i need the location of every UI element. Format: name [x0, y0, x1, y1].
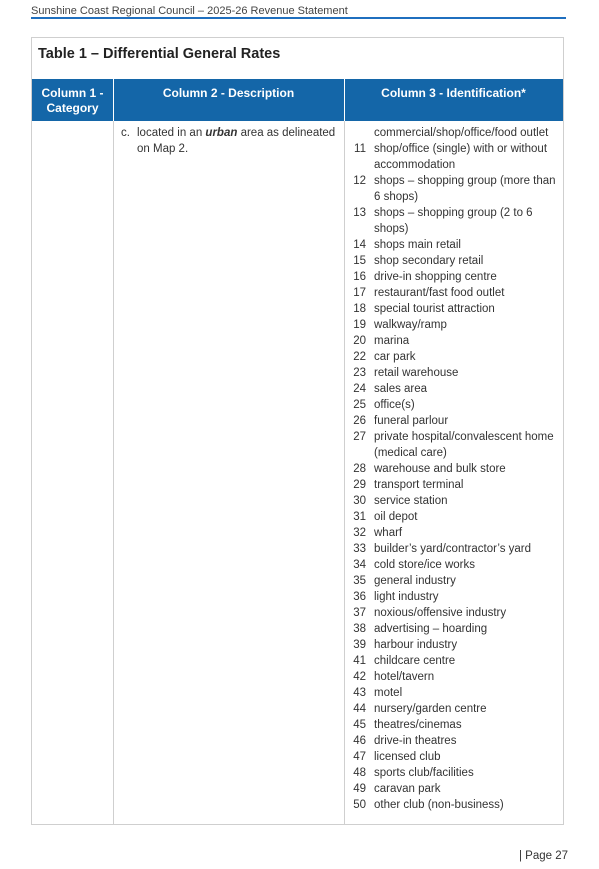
- identification-item: [346, 573, 562, 589]
- identification-number: 32: [353, 527, 366, 539]
- identification-number: 24: [353, 383, 366, 395]
- identification-item: [346, 173, 562, 205]
- column-3-header: Column 3 - Identification*: [381, 86, 526, 100]
- identification-text: general industry: [374, 575, 456, 587]
- identification-item: [346, 669, 562, 685]
- identification-item: [346, 269, 562, 285]
- identification-text: builder’s yard/contractor’s yard: [374, 543, 532, 555]
- identification-item: [346, 765, 562, 781]
- identification-text: shops – shopping group (more than 6 shops): [374, 175, 556, 203]
- identification-number: 38: [353, 623, 366, 635]
- identification-number: 41: [353, 655, 366, 667]
- identification-item: [346, 141, 562, 173]
- identification-text: harbour industry: [374, 639, 458, 651]
- identification-item: [346, 381, 562, 397]
- identification-number: 22: [353, 351, 366, 363]
- identification-text: funeral parlour: [374, 415, 449, 427]
- identification-number: 20: [353, 335, 366, 347]
- identification-item: [346, 637, 562, 653]
- identification-number: 42: [353, 671, 366, 683]
- table-title: Table 1 – Differential General Rates: [38, 46, 281, 62]
- identification-item: [346, 253, 562, 269]
- identification-number: 29: [353, 479, 366, 491]
- identification-item: [346, 301, 562, 317]
- identification-text: shops main retail: [374, 239, 461, 251]
- identification-number: 48: [353, 767, 366, 779]
- page-number: | Page 27: [519, 850, 569, 862]
- identification-text: hotel/tavern: [374, 671, 435, 683]
- identification-number: 13: [353, 207, 366, 219]
- identification-text: office(s): [374, 399, 415, 411]
- identification-text: car park: [374, 351, 416, 363]
- identification-text: sales area: [374, 383, 428, 395]
- identification-text: advertising – hoarding: [374, 623, 488, 635]
- identification-item: [346, 701, 562, 717]
- identification-text: warehouse and bulk store: [374, 463, 506, 475]
- column-divider: [344, 121, 345, 825]
- identification-item: [346, 205, 562, 237]
- identification-number: 50: [353, 799, 366, 811]
- identification-number: 18: [353, 303, 366, 315]
- identification-text: nursery/garden centre: [374, 703, 487, 715]
- identification-number: 12: [353, 175, 366, 187]
- identification-number: 35: [353, 575, 366, 587]
- identification-number: 14: [353, 239, 366, 251]
- identification-text: marina: [374, 335, 410, 347]
- identification-item: [346, 797, 562, 813]
- description-text-end: area as delineated on Map 2.: [137, 127, 336, 155]
- identification-number: 30: [353, 495, 366, 507]
- identification-item: [346, 749, 562, 765]
- identification-text: shop secondary retail: [374, 255, 484, 267]
- identification-item: [346, 477, 562, 493]
- identification-item: [346, 541, 562, 557]
- identification-text: shop/office (single) with or without accommodation: [374, 143, 548, 171]
- identification-item: [346, 733, 562, 749]
- document-header: Sunshine Coast Regional Council – 2025-26 Revenue Statement: [31, 5, 348, 17]
- identification-text: caravan park: [374, 783, 441, 795]
- identification-item: [346, 781, 562, 797]
- identification-number: 11: [354, 143, 366, 155]
- identification-number: 33: [353, 543, 366, 555]
- identification-item: [346, 525, 562, 541]
- identification-number: 28: [353, 463, 366, 475]
- description-label: c.: [121, 127, 130, 139]
- column-divider: [113, 121, 114, 825]
- identification-text: licensed club: [374, 751, 441, 763]
- identification-item: [346, 621, 562, 637]
- identification-item: [346, 237, 562, 253]
- identification-text: theatres/cinemas: [374, 719, 462, 731]
- identification-text: service station: [374, 495, 448, 507]
- identification-item: [346, 413, 562, 429]
- identification-number: 36: [353, 591, 366, 603]
- identification-text: sports club/facilities: [374, 767, 474, 779]
- identification-text: transport terminal: [374, 479, 464, 491]
- identification-number: 43: [353, 687, 366, 699]
- column-2-header: Column 2 - Description: [162, 86, 295, 100]
- identification-item: [346, 605, 562, 621]
- identification-item: [346, 429, 562, 461]
- identification-text: drive-in theatres: [374, 735, 457, 747]
- identification-item: [346, 717, 562, 733]
- identification-list: [346, 125, 562, 813]
- identification-number: 45: [353, 719, 366, 731]
- identification-text: cold store/ice works: [374, 559, 475, 571]
- identification-item: [346, 365, 562, 381]
- identification-number: 44: [353, 703, 366, 715]
- column-1-header: Column 1 - Category: [41, 86, 104, 115]
- identification-text: private hospital/convalescent home (medical care): [374, 431, 554, 459]
- identification-number: 15: [353, 255, 366, 267]
- identification-text: drive-in shopping centre: [374, 271, 497, 283]
- identification-item: [346, 461, 562, 477]
- identification-item: [346, 589, 562, 605]
- identification-item: [346, 349, 562, 365]
- identification-item: [346, 317, 562, 333]
- header-rule: [31, 17, 566, 19]
- identification-number: 23: [353, 367, 366, 379]
- identification-text: childcare centre: [374, 655, 456, 667]
- description-text: [137, 125, 343, 157]
- identification-item: [346, 493, 562, 509]
- identification-number: 25: [353, 399, 366, 411]
- identification-item: [346, 557, 562, 573]
- identification-item: [346, 285, 562, 301]
- identification-text: restaurant/fast food outlet: [374, 287, 505, 299]
- identification-text: other club (non-business): [374, 799, 504, 811]
- identification-number: 39: [353, 639, 366, 651]
- description-emphasis: urban: [205, 127, 238, 139]
- identification-number: 17: [353, 287, 366, 299]
- identification-text: special tourist attraction: [374, 303, 495, 315]
- identification-number: 47: [353, 751, 366, 763]
- identification-number: 27: [353, 431, 366, 443]
- identification-text: wharf: [374, 527, 403, 539]
- identification-text: oil depot: [374, 511, 418, 523]
- identification-item: [346, 509, 562, 525]
- identification-text: shops – shopping group (2 to 6 shops): [374, 207, 533, 235]
- rates-table: [31, 37, 564, 825]
- identification-item: [346, 685, 562, 701]
- identification-item: [346, 125, 562, 141]
- identification-item: [346, 653, 562, 669]
- identification-text: retail warehouse: [374, 367, 459, 379]
- identification-number: 19: [353, 319, 366, 331]
- identification-text: commercial/shop/office/food outlet: [374, 127, 549, 139]
- identification-item: [346, 333, 562, 349]
- identification-number: 26: [353, 415, 366, 427]
- identification-number: 34: [353, 559, 366, 571]
- identification-number: 49: [353, 783, 366, 795]
- identification-text: light industry: [374, 591, 439, 603]
- identification-number: 46: [353, 735, 366, 747]
- table-header-row: [32, 79, 563, 121]
- identification-text: motel: [374, 687, 403, 699]
- identification-item: [346, 397, 562, 413]
- identification-number: 31: [353, 511, 366, 523]
- identification-text: walkway/ramp: [374, 319, 447, 331]
- identification-number: 16: [353, 271, 366, 283]
- description-text-start: located in an: [137, 127, 206, 139]
- identification-text: noxious/offensive industry: [374, 607, 507, 619]
- identification-number: 37: [353, 607, 366, 619]
